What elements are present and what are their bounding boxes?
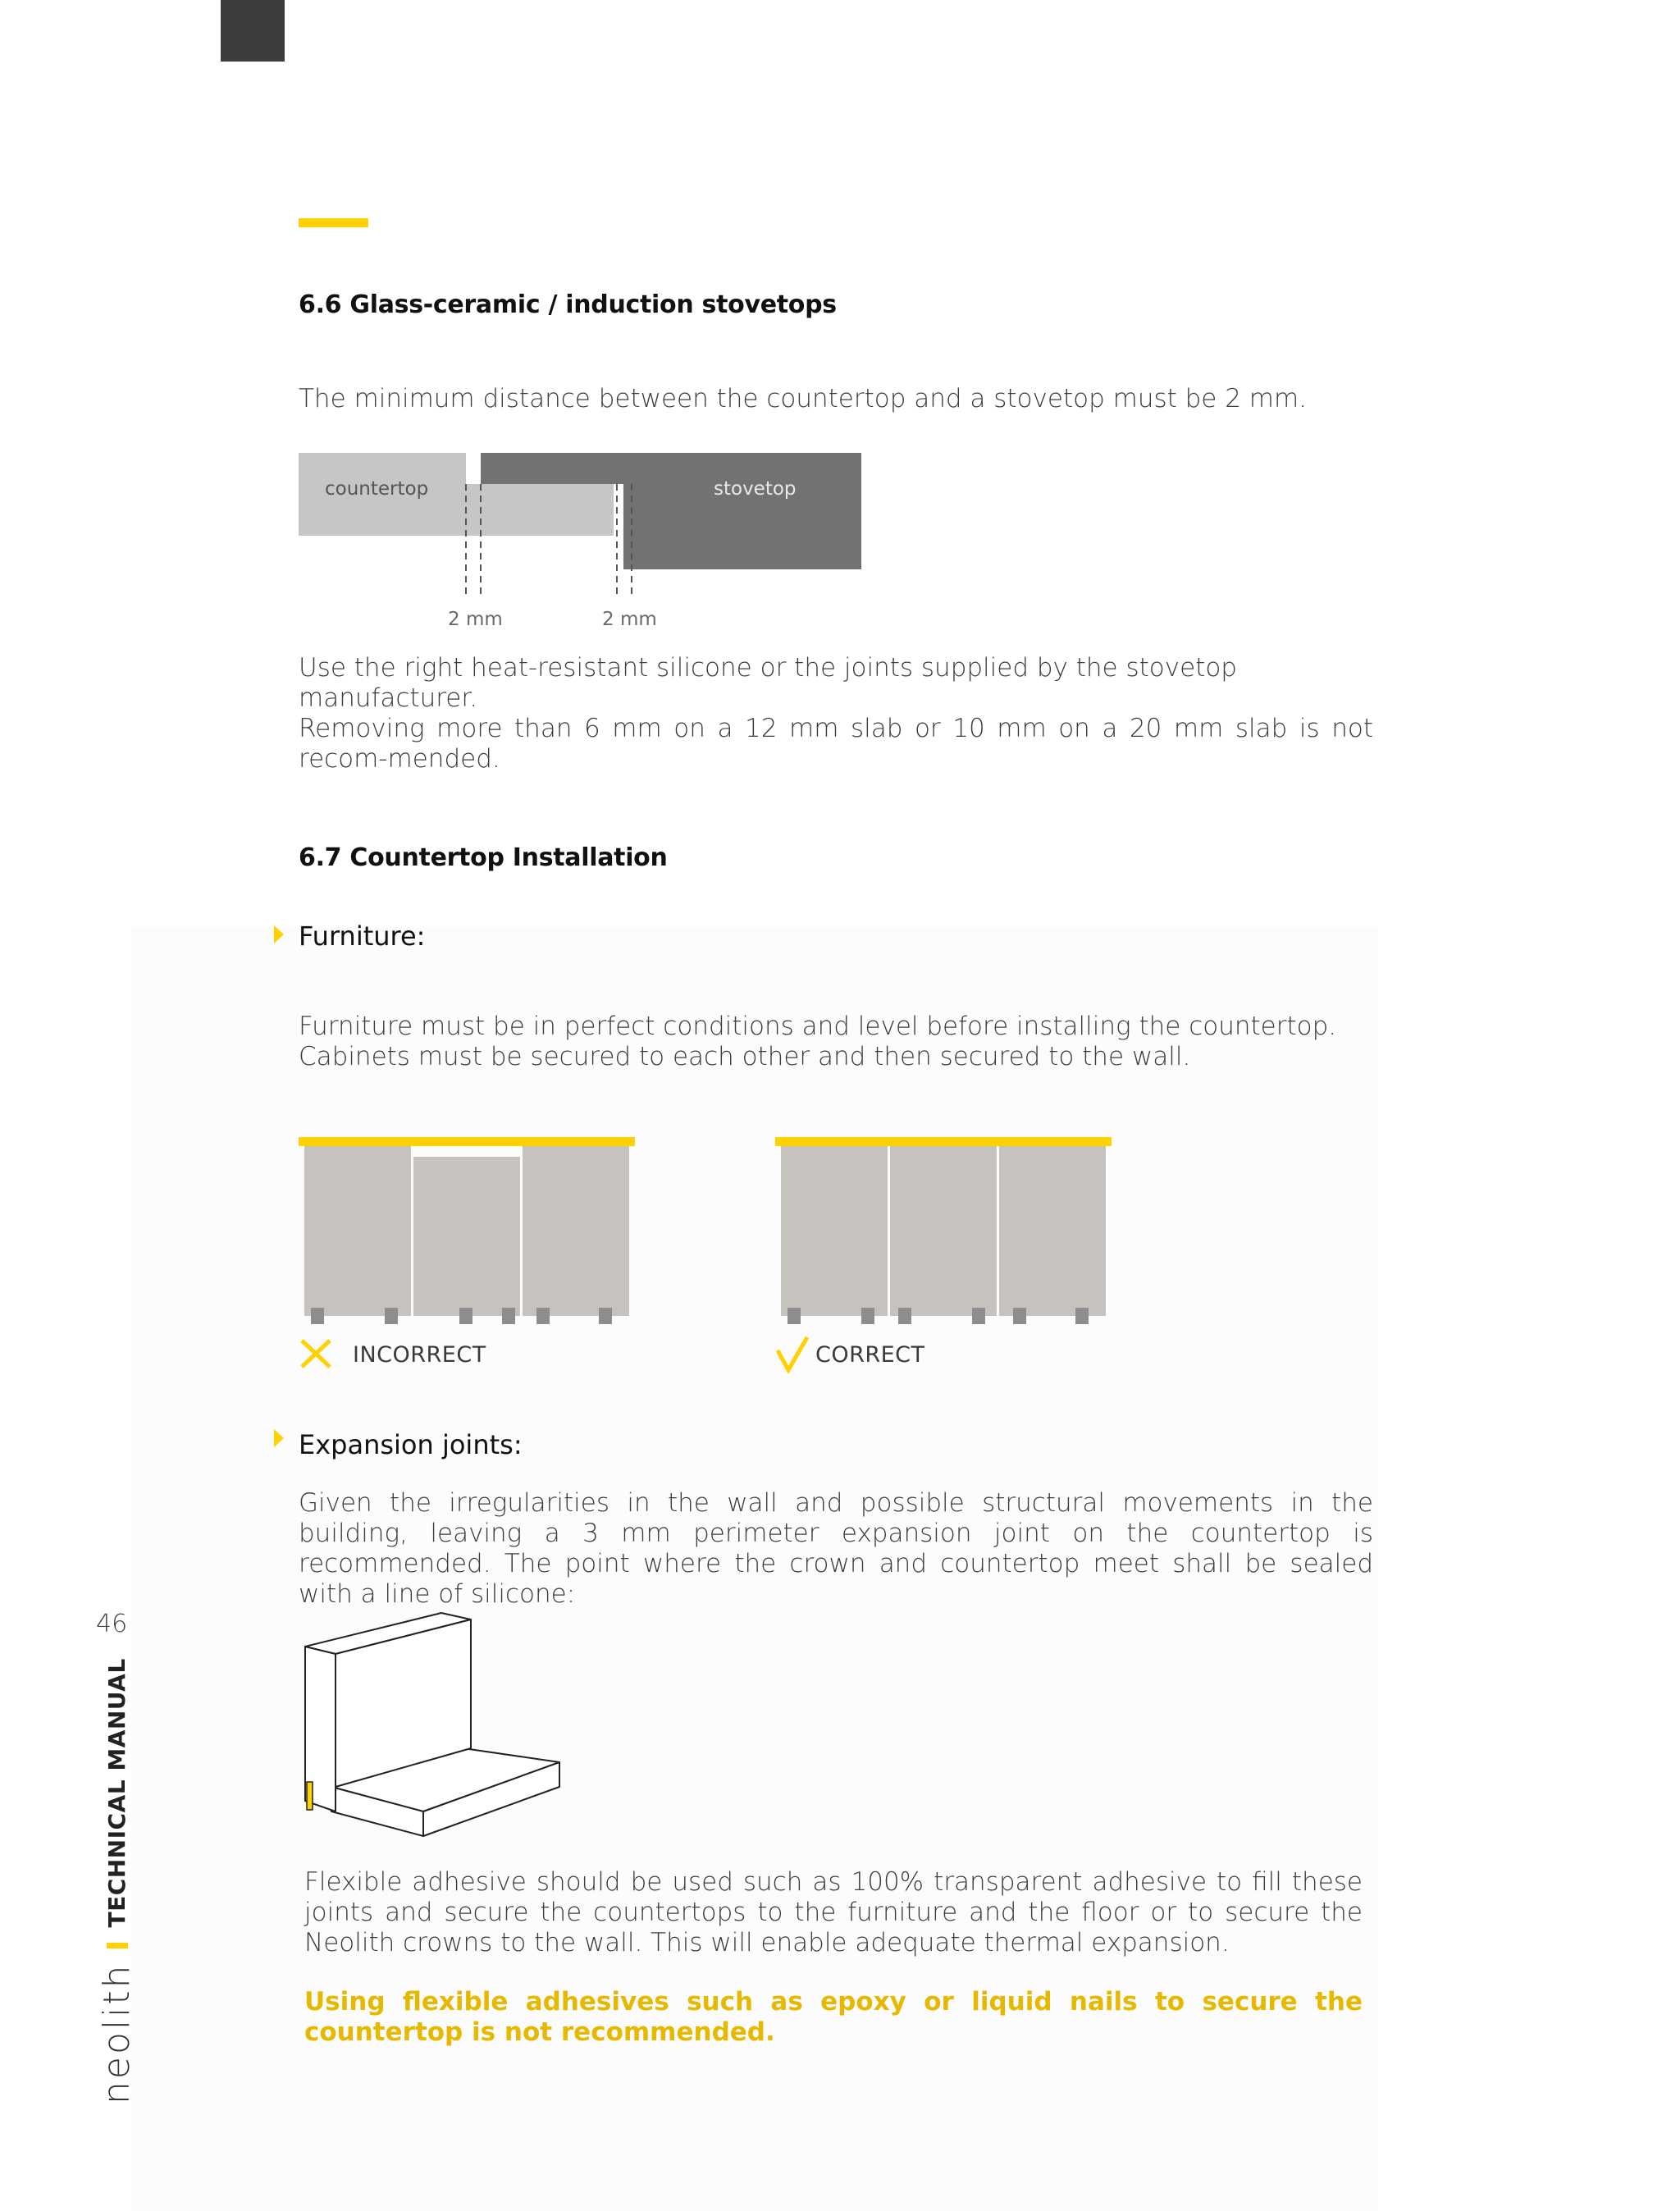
stovetop-label: stovetop — [714, 478, 797, 500]
cabinet-foot — [1075, 1308, 1089, 1324]
cabinet-sunken — [413, 1157, 520, 1316]
cabinet-foot — [898, 1308, 911, 1324]
x-mark-icon — [299, 1337, 333, 1370]
countertop-slab — [299, 1137, 635, 1146]
countertop-slab — [775, 1137, 1112, 1146]
cabinet-foot — [599, 1308, 612, 1324]
incorrect-label: INCORRECT — [353, 1342, 486, 1368]
section-67-title: 6.7 Countertop Installation — [299, 843, 668, 872]
brand-separator — [107, 1943, 128, 1948]
cabinet-foot — [861, 1308, 874, 1324]
furniture-bullet-icon — [274, 925, 284, 943]
cabinet-foot — [385, 1308, 398, 1324]
adhesive-text: Flexible adhesive should be used such as 100% transparent adhesive to fill these joints and secure the countertops to the furniture and the floor or to secure the Neolith crowns to the wall. This will enable adequate thermal expansion. — [304, 1867, 1363, 1957]
silicone-joint — [307, 1782, 313, 1810]
section-66-intro: The minimum distance between the countertop and a stovetop must be 2 mm. — [299, 384, 1308, 413]
page-number: 46 — [96, 1610, 128, 1638]
brand-logo: neolith — [96, 1962, 138, 2104]
section-66-para-removing: Removing more than 6 mm on a 12 mm slab or 10 mm on a 20 mm slab is not recom-mended. — [299, 714, 1373, 774]
cabinet-foot — [536, 1308, 550, 1324]
countertop-step — [466, 484, 614, 536]
expansion-bullet-icon — [274, 1429, 284, 1447]
countertop-label: countertop — [325, 478, 429, 500]
correct-cabinets-diagram — [775, 1137, 1112, 1326]
cabinet — [999, 1146, 1106, 1316]
cabinet — [781, 1146, 888, 1316]
crown-joint-diagram — [299, 1600, 569, 1854]
furniture-text: Furniture must be in perfect conditions and level before installing the countertop. Cabinets must be secured to each other and then secured to the wall. — [299, 1012, 1337, 1071]
section-accent-bar — [299, 218, 368, 227]
incorrect-cabinets-svg — [299, 1137, 635, 1326]
cabinet — [304, 1146, 411, 1316]
top-page-tab — [221, 0, 285, 62]
expansion-label: Expansion joints: — [299, 1429, 523, 1460]
adhesive-warning: Using flexible adhesives such as epoxy or liquid nails to secure the countertop is not recommended. — [304, 1987, 1363, 2047]
crown-joint-svg — [299, 1600, 569, 1854]
check-mark-icon — [775, 1334, 810, 1373]
incorrect-cabinets-diagram — [299, 1137, 635, 1326]
cabinet-foot — [788, 1308, 801, 1324]
gap-1-label: 2 mm — [448, 609, 503, 630]
cabinet — [890, 1146, 997, 1316]
manual-label: TECHNICAL MANUAL — [103, 1658, 130, 1928]
cabinet-foot — [972, 1308, 985, 1324]
correct-cabinets-svg — [775, 1137, 1112, 1326]
expansion-text: Given the irregularities in the wall and possible structural movements in the building, leaving a 3 mm perimeter expansion joint on the countertop is recommended. The point where the crown and countertop meet shall be sealed with a line of silicone: — [299, 1488, 1373, 1609]
stovetop-gap-diagram — [299, 451, 865, 632]
section-66-para-silicone: Use the right heat-resistant silicone or the joints supplied by the stovetop manufacturer. — [299, 653, 1237, 713]
sidebar-brand — [96, 1658, 138, 2104]
furniture-label: Furniture: — [299, 920, 426, 952]
cabinet-foot — [311, 1308, 324, 1324]
cabinet-foot — [1013, 1308, 1026, 1324]
cabinet — [523, 1146, 629, 1316]
cabinet-foot — [502, 1308, 515, 1324]
cabinet-foot — [459, 1308, 472, 1324]
correct-label: CORRECT — [815, 1342, 925, 1368]
gap-2-label: 2 mm — [602, 609, 657, 630]
section-66-title: 6.6 Glass-ceramic / induction stovetops — [299, 290, 837, 319]
stovetop-overhang — [481, 453, 623, 484]
